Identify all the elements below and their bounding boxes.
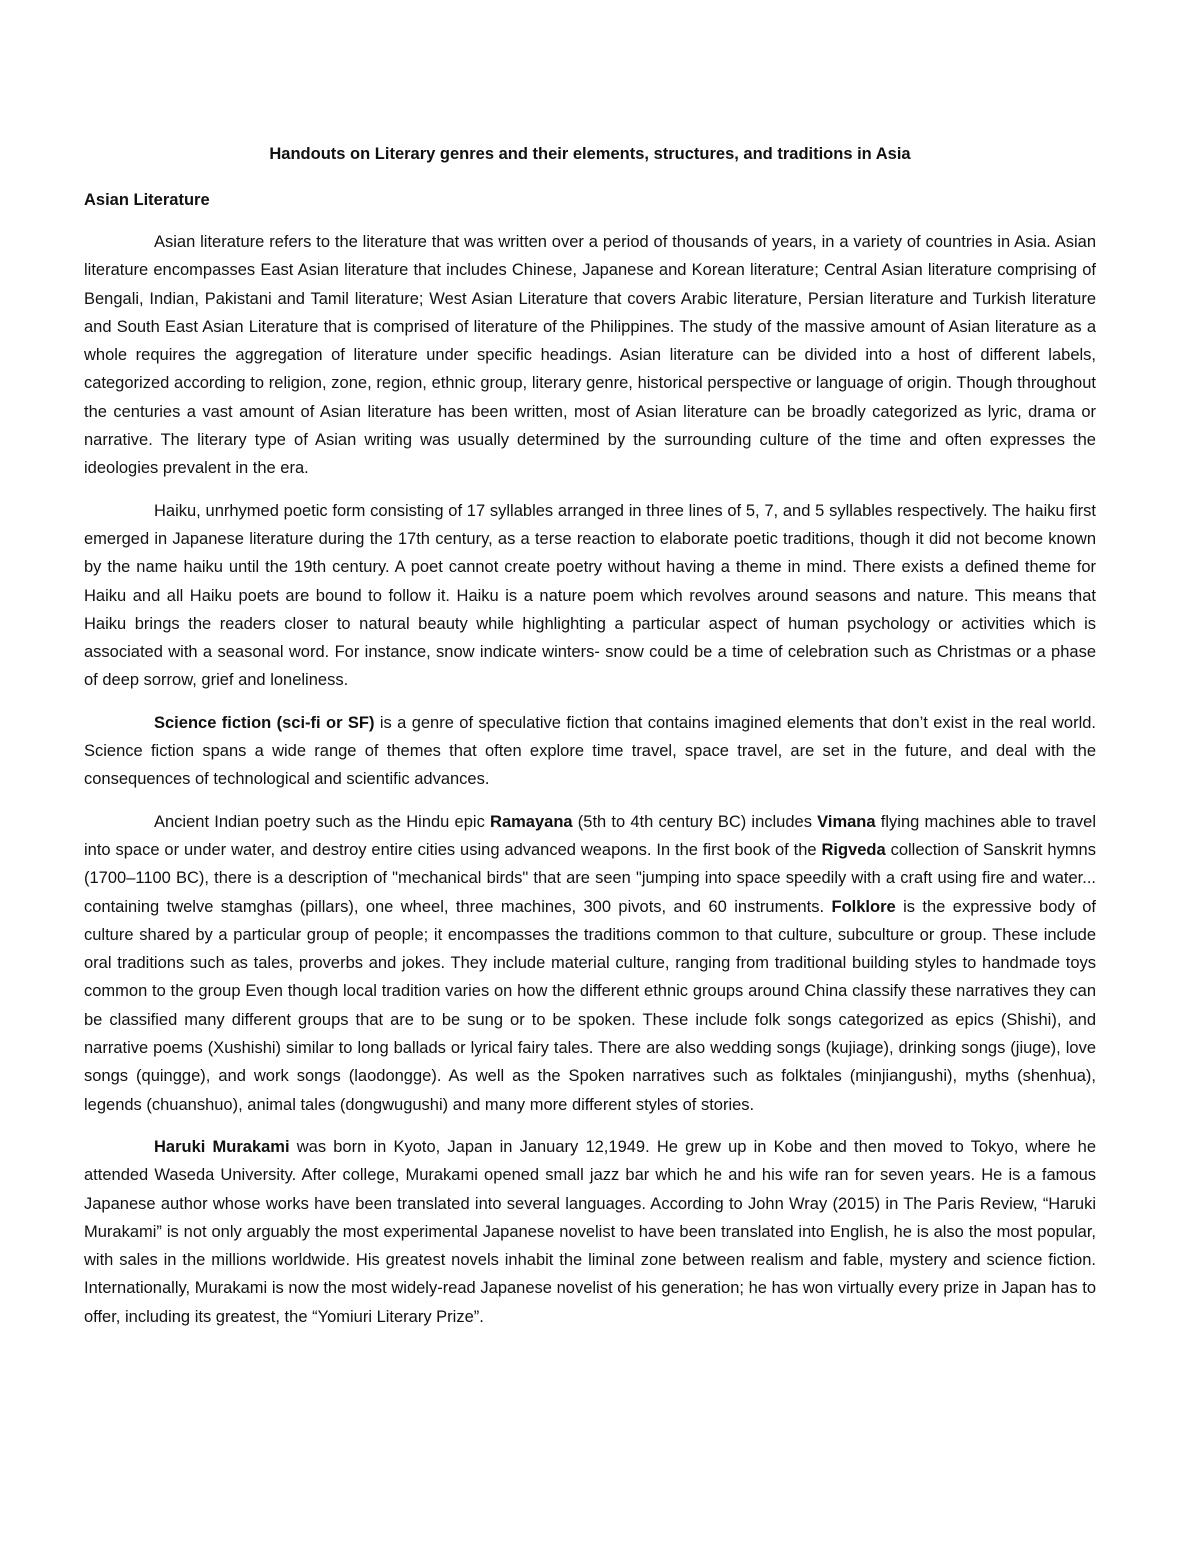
paragraph-haruki-murakami-text: was born in Kyoto, Japan in January 12,1949. He grew up in Kobe and then moved to Tokyo, where he attended Waseda University. After college, Murakami opened small jazz bar which he and his wife ran for seven years. He is a famous Japanese author whose works have been translated into several languages. According to John Wray (2015) in The Paris Review, “Haruki Murakami” is not only arguably the most experimental Japanese novelist to have been translated into English, he is also the most popular, with sales in the millions worldwide. His greatest novels inhabit the liminal zone between realism and fable, mystery and science fiction. Internationally, Murakami is now the most widely-read Japanese novelist of his generation; he has won virtually every prize in Japan has to offer, including its greatest, the “Yomiuri Literary Prize”. — [84, 1137, 1097, 1326]
paragraph-haiku: Haiku, unrhymed poetic form consisting of 17 syllables arranged in three lines of 5, 7, and 5 syllables respectively. The haiku first emerged in Japanese literature during the 17th century, as a terse reaction to elaborate poetic traditions, though it did not become known by the name haiku until the 19th century. A poet cannot create poetry without having a theme in mind. There exists a defined theme for Haiku and all Haiku poets are bound to follow it. Haiku is a nature poem which revolves around seasons and nature. This means that Haiku brings the readers closer to natural beauty while highlighting a particular aspect of human psychology or activities which is associated with a seasonal word. For instance, snow indicate winters- snow could be a time of celebration such as Christmas or a phase of deep sorrow, grief and loneliness. — [84, 501, 1096, 690]
text-segment: Ancient Indian poetry such as the Hindu epic — [154, 812, 491, 831]
paragraph-indian-poetry-folklore — [84, 808, 1096, 1119]
text-segment: flying machines able to travel into space or under water, and destroy entire cities using advanced weapons. In the first book of the — [84, 812, 1097, 859]
text-segment: collection of Sanskrit hymns (1700–1100 BC), there is a description of "mechanical birds" that are seen "jumping into space speedily with a craft using fire and water... containing twelve stamghas (pillars), one wheel, three machines, 300 pivots, and 60 instruments. — [84, 840, 1096, 916]
term-science-fiction: Science fiction (sci-fi or SF) — [154, 713, 375, 732]
term-vimana: Vimana — [817, 812, 876, 831]
text-segment: is the expressive body of culture shared by a particular group of people; it encompasses the traditions common to that culture, subculture or group. These include oral traditions such as tales, proverbs and jokes. They include material culture, ranging from traditional building styles to handmade toys common to the group Even though local tradition varies on how the different ethnic groups around China classify these narratives they can be classified many different groups that are to be sung or to be spoken. These include folk songs categorized as epics (Shishi), and narrative poems (Xushishi) similar to long ballads or lyrical fairy tales. There are also wedding songs (kujiage), drinking songs (jiuge), love songs (quingge), and work songs (laodongge). As well as the Spoken narratives such as folktales (minjiangushi), myths (shenhua), legends (chuanshuo), animal tales (dongwugushi) and many more different styles of stories. — [84, 897, 1096, 1114]
term-folklore: Folklore — [831, 897, 896, 916]
term-ramayana: Ramayana — [490, 812, 573, 831]
text-segment: (5th to 4th century BC) includes — [572, 812, 818, 831]
term-haruki-murakami: Haruki Murakami — [154, 1137, 290, 1156]
paragraph-haruki-murakami — [84, 1133, 1096, 1331]
paragraph-science-fiction-text: is a genre of speculative fiction that contains imagined elements that don’t exist in the real world. Science fiction spans a wide range of themes that often explore time travel, space travel, are set in the future, and deal with the consequences of technological and scientific advances. — [84, 713, 1096, 789]
document-title: Handouts on Literary genres and their elements, structures, and traditions in Asia — [269, 145, 911, 163]
paragraph-science-fiction — [84, 709, 1096, 794]
section-heading-asian-literature: Asian Literature — [84, 191, 210, 209]
term-rigveda: Rigveda — [821, 840, 886, 859]
paragraph-asian-literature: Asian literature refers to the literature that was written over a period of thousands of years, in a variety of countries in Asia. Asian literature encompasses East Asian literature that includes Chinese, Japanese and Korean literature; Central Asian literature comprising of Bengali, Indian, Pakistani and Tamil literature; West Asian Literature that covers Arabic literature, Persian literature and Turkish literature and South East Asian Literature that is comprised of literature of the Philippines. The study of the massive amount of Asian literature as a whole requires the aggregation of literature under specific headings. Asian literature can be divided into a host of different labels, categorized according to religion, zone, region, ethnic group, literary genre, historical perspective or language of origin. Though throughout the centuries a vast amount of Asian literature has been written, most of Asian literature can be broadly categorized as lyric, drama or narrative. The literary type of Asian writing was usually determined by the surrounding culture of the time and often expresses the ideologies prevalent in the era. — [84, 233, 1096, 478]
document-page — [84, 140, 1096, 1345]
